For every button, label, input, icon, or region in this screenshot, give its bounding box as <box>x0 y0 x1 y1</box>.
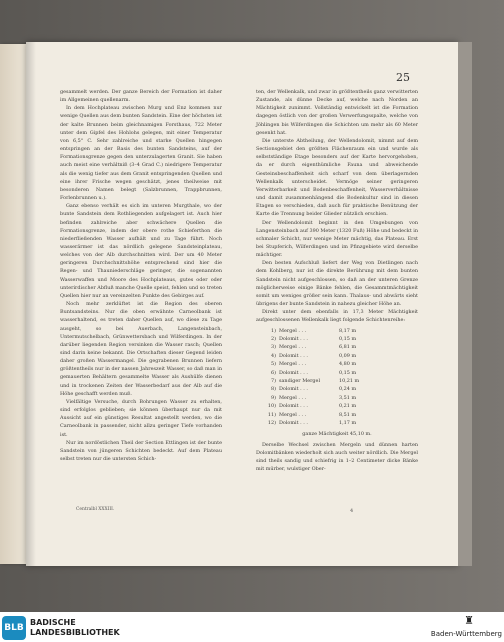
layer-number: 4) <box>270 352 276 359</box>
paragraph: Ganz ebenso verhält es sich im unteren Murgthale, wo der bunte Sandstein dem Rothliegenden aufgelagert ist. Auch hier befinden zahlreiche aber schwächere Quellen die Formationsgrenze, indem der obere rothe Schieferthon die niederfließenden Wasser aufhält und zu Tage führt. Noch wasserärmer ist das nördlich gelegene Sandsteinplateau, welches von der Alb durchschnitten wird. Der um 40 Meter geringeren Durchschnittshöhe entsprechend sind hier die Regen- und Thauniederschläge geringer, die sogenannten Wasserwaffen und Moore des Hochplateaus, gutes oder oder unterirdischer Abfluß manche Quelle speist, fehlen und so treten Quellen hier nur an vereinzelten Punkte des Gebirges auf. <box>60 203 222 299</box>
blb-logo-icon[interactable]: BLB <box>2 616 26 640</box>
layer-name: Dolomit . . . <box>279 335 308 342</box>
paragraph: In dem Hochplateau zwischen Murg und Enz kommen nur wenige Quellen aus dem bunten Sandstein. Eine der höchsten ist der kalte Brunnen beim gleichnamigen Forsthaus, 722 Meter unter dem Gipfel des Hohlohs gelegen, mit einer Temperatur von 6,5° C. Sehr zahlreiche und starke Quellen hingegen entspringen an der Basis des bunten Sandsteins, auf der Formationsgrenze gegen den unterzulagerten Granit. Sie haben auch meist eine verhältniß (3–4 Grad C.) niedrigere Temperatur als die wenig tiefer aus dem Granit entspringenden Quellen und eine ihrer Frische wegen geschätzt, jenes theilweise mit besonderen Namen belegt (Salzbrunnen, Trappbrunnen, Forlenbrunnen u.). <box>60 105 222 202</box>
right-text-column <box>256 88 418 473</box>
paragraph: Den besten Aufschluß liefert der Weg von Dietlingen nach dem Kohlberg, nur ist die direkte Berührung mit dem bunten Sandstein nicht aufgeschlossen, so daß an der unteren Grenze möglicherweise einige Bänke fehlen, die Gesammtmächtigkeit somit um weniges größer sein kann. Thalaus- und abwärts sieht übrigens der bunte Sandstein in nahezu gleicher Höhe an. <box>256 260 418 308</box>
paragraph: Die unterste Abtheilung, der Wellendolomit, nimmt auf dem Sectionsgebiet den größten Flächenraum ein und wurde als selbstständige Etage besonders auf der Karte hervorgehoben, da er durch eigenthümliche Fauna und abweichende Gesteinsbeschaffenheit sich scharf von dem überlagernden Wellenkalk unterscheidet. Vermöge seiner geringeren Verwitterbarkeit und Bodenbeschaffenheit, Wasserverhältnisse und damit zusammenhängend die Bodenkultur sind in diesen Etagen so verschieden, daß auch für praktische Benützung der Karte die Trennung beider Glieder nützlich erschien. <box>256 137 418 218</box>
crest-icon: ♜ <box>464 614 474 627</box>
layer-number: 8) <box>270 386 276 393</box>
layer-name: Mergel . . . <box>279 344 307 351</box>
layer-row <box>266 402 418 410</box>
layer-thickness: 3,51 m <box>339 394 357 401</box>
layer-number: 1) <box>270 327 276 334</box>
layer-name: Dolomit . . . <box>279 420 308 426</box>
layer-name: Mergel . . . <box>279 361 307 368</box>
layer-name: sandiger Mergel <box>279 377 321 384</box>
paragraph: Derselbe Wechsel zwischen Mergeln und dünnen harten Dolomitbänken wiederholt sich auch weiter nördlich. Die Mergel sind theils sandig und schiefrig in 1–2 Centimeter dicke Bänke mit mürber, wulstiger Ober- <box>256 441 418 473</box>
layer-thickness: 0,24 m <box>339 386 357 393</box>
layer-name: Mergel . . . <box>279 411 307 418</box>
left-text-column <box>60 88 222 463</box>
layer-row <box>266 385 418 393</box>
layer-row <box>266 394 418 402</box>
layer-thickness: 0,15 m <box>339 369 357 376</box>
paragraph: gesammelt werden. Der ganze Bereich der Formation ist daher im Allgemeinen quellenarm. <box>60 89 222 104</box>
layer-list <box>256 327 418 428</box>
layer-name: Dolomit . . . <box>279 352 308 359</box>
page-gutter-shadow <box>26 42 36 566</box>
layer-thickness: 8,51 m <box>339 411 357 418</box>
layer-row <box>266 335 418 343</box>
paragraph: Vielfältige Versuche, durch Bohrungen Wasser zu erhalten, sind erfolglos geblieben; sie können überhaupt nur da mit Aussicht auf ein günstiges Resultat angestellt werden, wo die Carneolbank in passender, nicht allzu geringer Tiefe vorhanden ist. <box>60 398 222 438</box>
layer-row <box>266 411 418 419</box>
layer-thickness: 0,15 m <box>339 335 357 342</box>
layer-number: 10) <box>267 403 276 410</box>
blb-line-1: BADISCHE <box>30 618 76 627</box>
layer-thickness: 6,81 m <box>339 344 357 351</box>
layer-name: Dolomit . . . <box>279 386 308 393</box>
layer-thickness: 0,21 m <box>339 403 357 410</box>
footer-mark: Centralbl XXXIII. <box>76 507 115 512</box>
layer-row <box>266 369 418 377</box>
paragraph: Direkt unter dem ebenfalls in 17,3 Meter Mächtigkeit aufgeschlossenen Wellenkalk liegt folgende Schichtenreihe: <box>256 309 418 324</box>
layer-number: 12) <box>267 420 276 426</box>
layer-row <box>266 343 418 351</box>
layer-number: 5) <box>270 361 276 368</box>
paragraph: ten, der Wellenkalk, und zwar in größtentheils ganz verwitterten Zustande, als dünne Decke auf, welche nach Norden an Mächtigkeit zunimmt. Vollständig entwickelt ist die Formation dagegen östlich von der großen Verwerfungsspalte, welche von Jöhlingen bis Wilferdingen die Schichten um mehr als 60 Meter gesenkt hat. <box>256 89 418 136</box>
layer-name: Dolomit . . . <box>279 369 308 376</box>
layer-row <box>266 377 418 385</box>
layer-number: 9) <box>270 394 276 401</box>
layer-name: Mergel . . . <box>279 327 307 334</box>
layer-row <box>266 360 418 368</box>
page-edge-strip <box>458 42 472 566</box>
layer-number: 3) <box>270 344 276 351</box>
blb-logo-text[interactable] <box>30 618 120 638</box>
paragraph: Nur im nordöstlichen Theil der Section Ettlingen ist der bunte Sandstein von jüngeren Schichten bedeckt. Auf dem Plateau selbst treten nur die untersten Schich- <box>60 439 222 463</box>
layer-row <box>266 327 418 335</box>
paragraph: Noch mehr zerklüftet ist die Region des oberen Buntsandsteins. Nur die oben erwähnte Carneolbank ist wasserhaltend, es treten daher Quellen auf, wo diese zu Tage ausgeht, so bei Auerbach, Langensteinbach, Untermutschelbach, Grünwettersbach und Wilferdingen. In der darüber liegenden Region versinken die Wasser rasch; Quellen sind darin keine bekannt. Die Ortschaften dieser Gegend leiden daher großen Wassermangel. Die gegrabenen Brunnen liefern größtentheils nur in der nassen Jahreszeit Wasser, so daß man in gemauerten Behältern gesammelte Wasser als Aushülfe dienen und in trockenen Zeiten der Wasserbedarf aus der Alb auf die Höhe geschafft werden muß. <box>60 301 222 397</box>
page-number: 25 <box>396 71 410 84</box>
facing-page-edge <box>0 44 26 564</box>
layer-thickness: 10,21 m <box>339 377 360 384</box>
layer-row <box>266 352 418 360</box>
layer-thickness: 4,80 m <box>339 361 357 368</box>
layer-thickness: 8,17 m <box>339 327 357 334</box>
layer-number: 11) <box>267 411 276 418</box>
layer-name: Dolomit . . . <box>279 403 308 410</box>
layer-number: 7) <box>270 377 276 384</box>
layer-thickness: 0,09 m <box>339 352 357 359</box>
layer-name: Mergel . . . <box>279 394 307 401</box>
layer-thickness: 1,17 m <box>339 420 357 426</box>
signature-mark: 4 <box>350 508 354 514</box>
layer-number: 2) <box>270 335 276 342</box>
layer-number: 6) <box>270 369 276 376</box>
blb-line-2: LANDESBIBLIOTHEK <box>30 628 120 637</box>
total-thickness: ganze Mächtigkeit 45,10 m. <box>302 431 372 438</box>
bw-logo-text[interactable]: Baden-Württemberg <box>430 630 502 638</box>
layer-row <box>266 419 418 427</box>
paragraph: Der Wellendolomit beginnt in den Umgebungen von Langensteinbach auf 390 Meter (1320 Fuß) Höhe und bedeckt in schmaler Schicht, nur wenige Meter mächtig, das Plateau. Erst bei Stupferich, Wilferdingen und im Pfinzgebiete wird derselbe mächtiger. <box>256 219 418 259</box>
